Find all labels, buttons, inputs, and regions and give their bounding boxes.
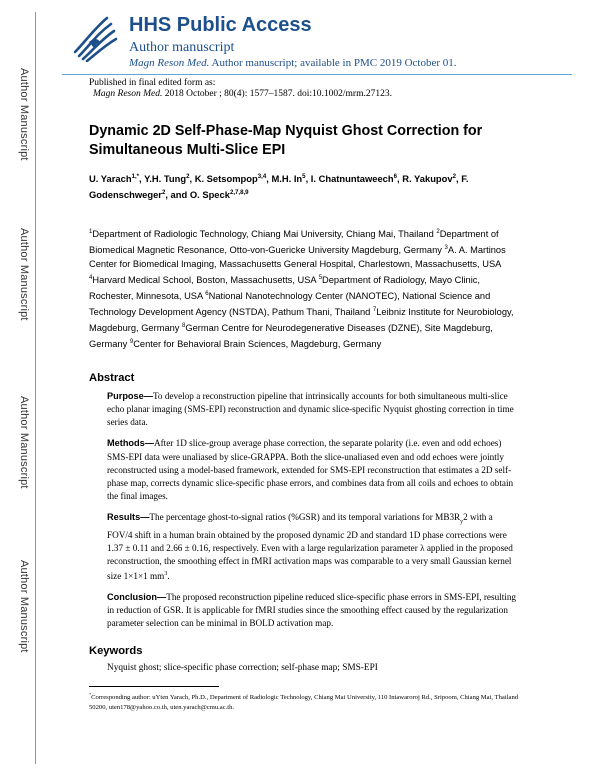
keywords-list: Nyquist ghost; slice-specific phase correction; self-phase map; SMS-EPI xyxy=(107,662,378,673)
journal-note: Author manuscript; available in PMC 2019 October 01. xyxy=(211,57,457,69)
affiliation: $^2$Department of Biomedical Magnetic Resonance, Otto-von-Guericke University Magdeburg, Germany xyxy=(89,229,499,256)
author: K. Setsompop$^{3,4}$, xyxy=(194,173,272,185)
abstract-methods xyxy=(107,437,519,502)
methods-label: Methods— xyxy=(107,438,154,449)
abstract-heading: Abstract xyxy=(89,372,135,385)
abstract-results: Results—The percentage ghost-to-signal ratios (%GSR) and its temporal variations for $MB3R_y2$ with a FOV/4 shift in a human brain obtained by the proposed dynamic 2D and standard 1D phase corrections were 1.37 ± 0.11 and 2.66 ± 0.16, respectively. Even with a large regularization parameter λ applied in the proposed reconstruction, the smoothing effect in fMRI activation maps was comparable to a very small Gaussian kernel size 1×1×1 $mm^3$. xyxy=(107,511,513,582)
corresponding-author-footnote: *Corresponding author: uYten Yarach, Ph.D., Department of Radiologic Technology, Chiang Mai University, 110 Intawaroroj Rd., Sripoom, Chiang Mai, Thailand 50200, uten178@yahoo.co.th, uten.yarach@cmu.ac.th. xyxy=(89,692,519,711)
citation xyxy=(93,89,392,99)
hhs-public-access-title: HHS Public Access xyxy=(129,14,312,36)
affiliation: $^1$Department of Radiologic Technology, Chiang Mai University, Chiang Mai, Thailand xyxy=(89,229,437,240)
journal-availability xyxy=(129,57,457,69)
citation-details: 2018 October ; 80(4): 1577–1587. doi:10.1002/mrm.27123. xyxy=(164,89,392,99)
header-divider xyxy=(62,74,572,75)
conclusion-label: Conclusion— xyxy=(107,592,167,603)
affiliation: $^6$National Nanotechnology Center (NANOTEC), National Science and Technology Development Agency (NSTDA), Pathum Thani, Thailand xyxy=(89,291,491,318)
sidebar-label: Author Manuscript xyxy=(18,396,30,489)
purpose-label: Purpose— xyxy=(107,391,153,402)
sidebar-label: Author Manuscript xyxy=(18,228,30,321)
sidebar-label: Author Manuscript xyxy=(18,68,30,161)
footnote-divider xyxy=(89,686,219,687)
abstract-purpose xyxy=(107,390,519,429)
author-manuscript-label: Author manuscript xyxy=(129,40,235,55)
author-list xyxy=(89,170,519,202)
affiliation: $^8$German Centre for Neurodegenerative Diseases (DZNE), Site Magdeburg, Germany xyxy=(89,323,493,350)
affiliation: $^5$Department of Radiology, Mayo Clinic, Rochester, Minnesota, USA xyxy=(89,275,480,302)
author: I. Chatnuntaweech$^6$, xyxy=(310,173,403,185)
hhs-eagle-logo-icon xyxy=(67,12,119,62)
conclusion-text: The proposed reconstruction pipeline reduced slice-specific phase errors in SMS-EPI, resulting in reduction of GSR. It is applicable for fMRI studies since the smoothing effect caused by the regularization parameter selection can be minimal in BOLD activation map. xyxy=(107,592,517,629)
affiliation: $^3$A. A. Martinos Center for Biomedical Imaging, Massachusetts General Hospital, Charlestown, Massachusetts, USA xyxy=(89,245,506,270)
affiliation: $^7$Leibniz Institute for Neurobiology, Magdeburg, Germany xyxy=(89,307,514,334)
purpose-text: To develop a reconstruction pipeline that intrinsically accounts for both simultaneous multi-slice echo planar imaging (SMS-EPI) reconstruction and dynamic slice-specific Nyquist ghosting correction in time series data. xyxy=(107,391,514,428)
article-content xyxy=(89,122,519,673)
sidebar-label: Author Manuscript xyxy=(18,560,30,653)
author: R. Yakupov$^2$, xyxy=(402,173,462,185)
published-label: Published in final edited form as: xyxy=(89,78,216,88)
abstract-conclusion xyxy=(107,591,519,630)
author: Y.H. Tung$^2$, xyxy=(144,173,195,185)
journal-abbrev: Magn Reson Med. xyxy=(129,57,210,69)
author: F. Godenschweger$^2$, and xyxy=(89,173,469,201)
author: M.H. In$^5$, xyxy=(271,173,311,185)
affiliation: $^4$Harvard Medical School, Boston, Massachusetts, USA xyxy=(89,275,319,286)
affiliation: $^9$Center for Behavioral Brain Sciences, Magdeburg, Germany xyxy=(129,339,382,350)
article-title: Dynamic 2D Self-Phase-Map Nyquist Ghost Correction for Simultaneous Multi-Slice EPI xyxy=(89,123,483,158)
affiliations xyxy=(89,226,519,352)
results-label: Results— xyxy=(107,511,150,522)
keywords-heading: Keywords xyxy=(89,644,143,657)
author: O. Speck$^{2,7,8,9}$ xyxy=(189,189,249,201)
author: U. Yarach$^{1,*}$, xyxy=(89,173,145,185)
sidebar-rule xyxy=(35,12,36,764)
citation-journal: Magn Reson Med. xyxy=(93,89,163,99)
left-margin-sidebar xyxy=(0,0,62,776)
methods-text: After 1D slice-group average phase correction, the separate polarity (i.e. even and odd echoes) SMS-EPI data were unaliased by slice-GRAPPA. Both the slice-unaliased even and odd echoes were jointly reconstructed using a model-based framework, extended for SMS-EPI reconstruction that estimates a 2D self-phase map, corrects dynamic slice-specific phase errors, and combines data from all coils and echoes to obtain the final images. xyxy=(107,438,514,501)
